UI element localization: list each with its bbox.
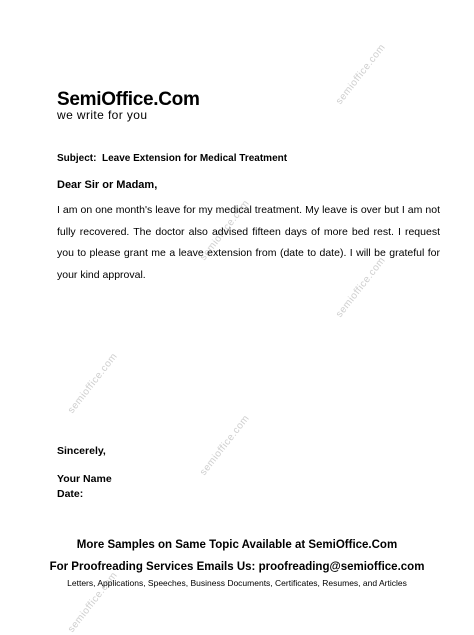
footer-proofreading-email[interactable]: For Proofreading Services Emails Us: proofreading@semioffice.com	[49, 561, 425, 573]
watermark: semioffice.com	[198, 198, 252, 263]
watermark: semioffice.com	[198, 413, 252, 478]
brand-tagline: we write for you	[57, 108, 148, 122]
watermark: semioffice.com	[66, 351, 120, 416]
watermark: semioffice.com	[334, 42, 388, 107]
footer-categories: Letters, Applications, Speeches, Business Documents, Certificates, Resumes, and Articles	[67, 578, 407, 588]
watermark: semioffice.com	[66, 570, 120, 635]
watermark: semioffice.com	[334, 255, 388, 320]
letter-closing: Sincerely,	[57, 445, 106, 457]
brand-name: SemiOffice.Com	[57, 89, 200, 110]
sender-date: Date:	[57, 488, 84, 500]
letter-salutation: Dear Sir or Madam,	[57, 179, 158, 191]
footer-samples-link[interactable]: More Samples on Same Topic Available at SemiOffice.Com	[76, 539, 398, 551]
letter-body: I am on one month's leave for my medical treatment. My leave is over but I am not fully recovered. The doctor also advised fifteen days of more bed rest. I request you to please grant me a leave extension from (date to date). I will be grateful for your kind approval.	[57, 204, 440, 281]
sender-name: Your Name	[57, 473, 112, 485]
letter-subject: Subject: Leave Extension for Medical Treatment	[57, 153, 288, 164]
